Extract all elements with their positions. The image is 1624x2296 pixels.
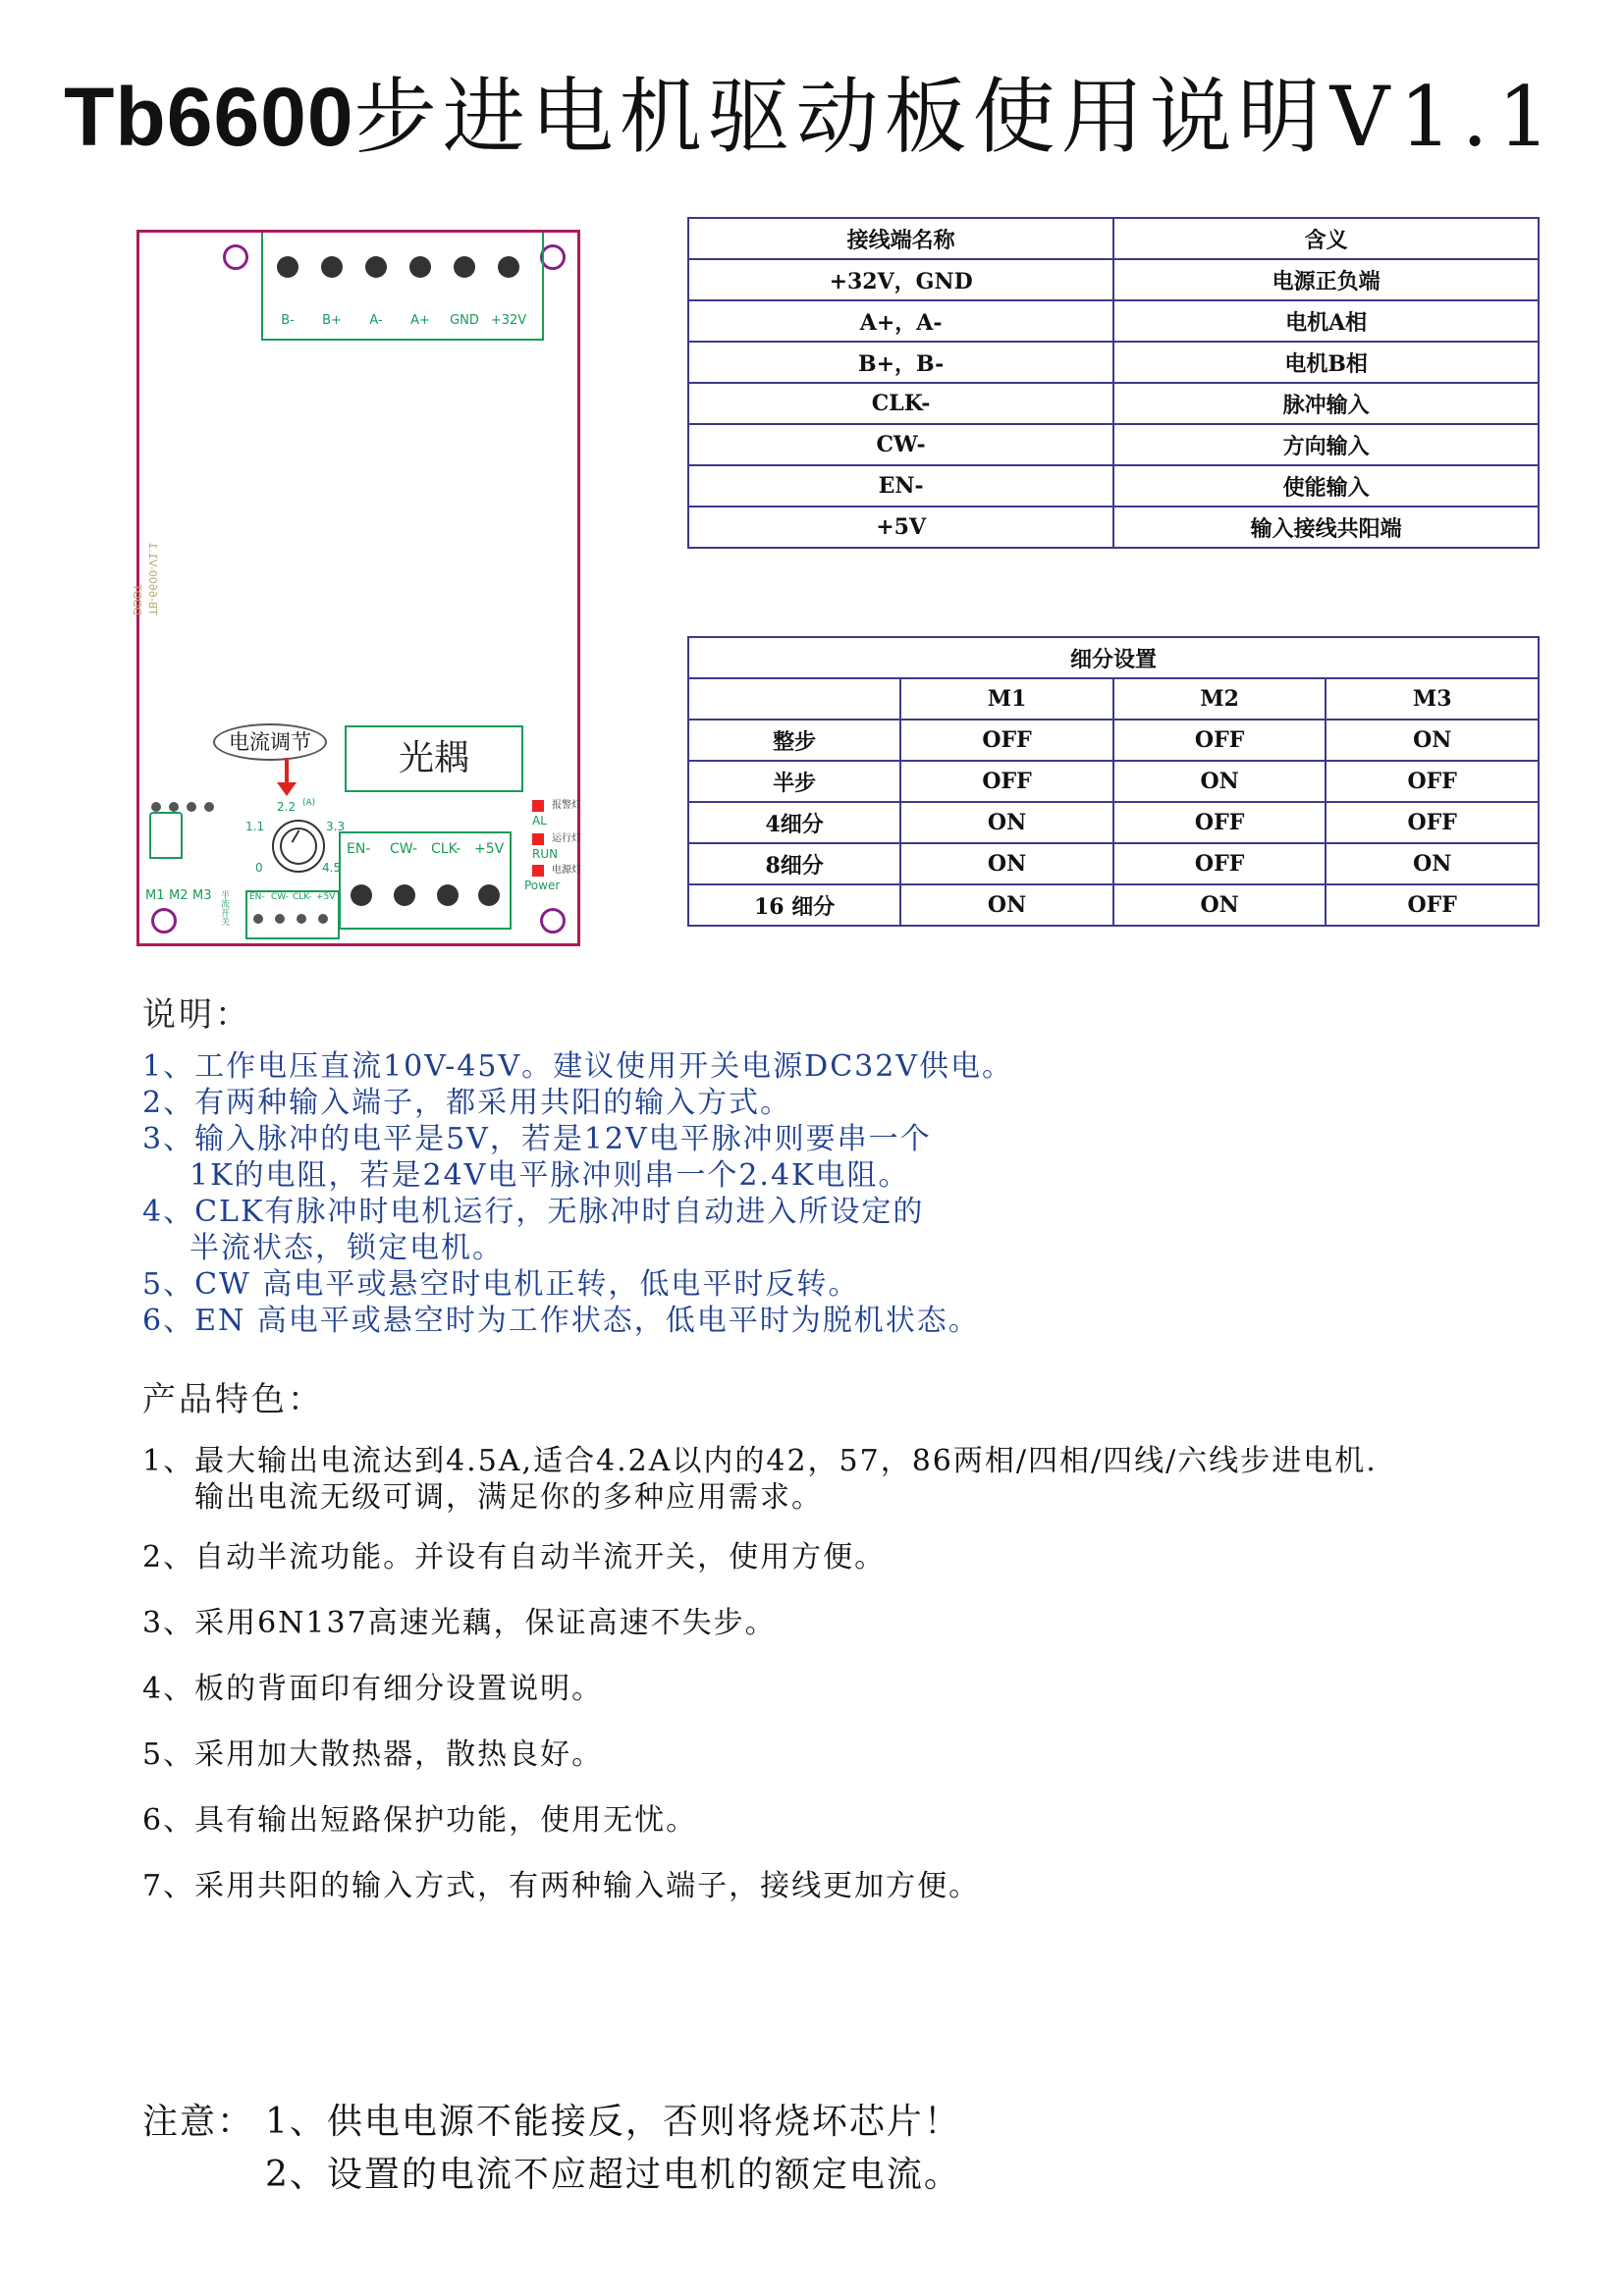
- table-row: [688, 802, 1539, 843]
- terminal-screw-icon: [394, 884, 415, 906]
- notes-heading: 说明：: [142, 995, 251, 1035]
- header-pin-icon: [297, 914, 306, 924]
- table-title: 细分设置: [688, 637, 1539, 678]
- table-cell: 脉冲输入: [1113, 383, 1539, 424]
- table-cell: EN-: [688, 465, 1113, 507]
- table-cell: ON: [1113, 761, 1326, 802]
- led-label: AL: [532, 814, 547, 828]
- led-label: Power: [524, 879, 561, 892]
- led-alarm-icon: [532, 800, 544, 812]
- terminal-screw-icon: [498, 256, 519, 278]
- table-cell: ON: [900, 802, 1113, 843]
- half-current-switch-label: 半流开关: [219, 890, 229, 926]
- pin-label: B+: [322, 313, 342, 328]
- header-pin-icon: [275, 914, 285, 924]
- arrow-down-icon: [285, 758, 289, 785]
- optocoupler-label: 光耦: [345, 725, 523, 792]
- pot-label: 0: [255, 861, 263, 875]
- feature-item: 2、自动半流功能。并设有自动半流开关，使用方便。: [142, 1540, 887, 1575]
- terminal-screw-icon: [351, 884, 372, 906]
- input-terminal: [339, 831, 512, 930]
- table-cell: A+，A-: [688, 300, 1113, 342]
- led-run-icon: [532, 833, 544, 845]
- table-cell: OFF: [1326, 884, 1539, 926]
- microstep-table: [687, 636, 1540, 927]
- led-note: 电源灯: [552, 865, 581, 876]
- table-row: [688, 761, 1539, 802]
- mount-hole-icon: [540, 908, 566, 934]
- header-pin-label: CW-: [271, 892, 290, 902]
- header-pin-label: CLK-: [293, 892, 312, 902]
- table-cell: OFF: [1113, 720, 1326, 761]
- feature-item: 5、采用加大散热器，散热良好。: [142, 1737, 604, 1772]
- table-cell: OFF: [900, 761, 1113, 802]
- dip-switch-icon: [151, 802, 161, 812]
- header-pin-icon: [318, 914, 328, 924]
- table-header-cell: M1: [900, 678, 1113, 720]
- table-row: [688, 424, 1539, 465]
- table-cell: 电机A相: [1113, 300, 1539, 342]
- arrow-down-icon: [277, 782, 297, 796]
- feature-item: 4、板的背面印有细分设置说明。: [142, 1672, 604, 1706]
- table-cell: 16 细分: [688, 884, 900, 926]
- table-header-cell: M2: [1113, 678, 1326, 720]
- table-row: [688, 884, 1539, 926]
- input-header: [245, 890, 340, 939]
- pin-label: GND: [450, 313, 479, 328]
- table-cell: 4细分: [688, 802, 900, 843]
- table-cell: CLK-: [688, 383, 1113, 424]
- warning-item: 2、设置的电流不应超过电机的额定电流。: [265, 2155, 961, 2195]
- board-id: TB-6600-V1.1: [146, 542, 159, 615]
- note-item: 半流状态，锁定电机。: [189, 1231, 504, 1265]
- led-note: 运行灯: [552, 833, 581, 844]
- table-cell: ON: [1113, 884, 1326, 926]
- pot-label: 2.2: [277, 800, 297, 814]
- table-row: [688, 465, 1539, 507]
- feature-item: 7、采用共阳的输入方式，有两种输入端子，接线更加方便。: [142, 1869, 981, 1903]
- table-cell: +32V，GND: [688, 259, 1113, 300]
- title-model: Tb6600: [64, 71, 354, 163]
- led-label: RUN: [532, 847, 559, 861]
- input-pin-label: CW-: [390, 841, 418, 857]
- note-item: 1、工作电压直流10V-45V。建议使用开关电源DC32V供电。: [142, 1049, 1013, 1084]
- terminal-screw-icon: [437, 884, 459, 906]
- table-cell: 8细分: [688, 843, 900, 884]
- table-row: [688, 843, 1539, 884]
- table-cell: 电机B相: [1113, 342, 1539, 383]
- table-row: [688, 720, 1539, 761]
- table-cell: OFF: [900, 720, 1113, 761]
- input-pin-label: EN-: [347, 841, 371, 857]
- title-text: 步进电机驱动板使用说明: [353, 69, 1326, 165]
- warning-label: 注意：: [142, 2102, 255, 2142]
- dip-switch-icon: [187, 802, 196, 812]
- table-header-cell: M3: [1326, 678, 1539, 720]
- chip-outline: [149, 812, 183, 859]
- table-cell: OFF: [1326, 761, 1539, 802]
- terminal-screw-icon: [277, 256, 298, 278]
- terminal-screw-icon: [365, 256, 387, 278]
- warning-item: 1、供电电源不能接反，否则将烧坏芯片！: [265, 2102, 961, 2142]
- dip-label-m1: M1: [145, 888, 165, 903]
- current-adjust-label: 电流调节: [213, 723, 327, 761]
- pin-label: +32V: [490, 313, 527, 328]
- table-cell: 输入接线共阳端: [1113, 507, 1539, 548]
- table-row: [688, 342, 1539, 383]
- features-heading: 产品特色：: [142, 1380, 324, 1419]
- table-cell: CW-: [688, 424, 1113, 465]
- table-header-row: [688, 678, 1539, 720]
- pin-label: B-: [281, 313, 295, 328]
- table-cell: OFF: [1113, 802, 1326, 843]
- pin-label: A+: [410, 313, 430, 328]
- note-item: 1K的电阻，若是24V电平脉冲则串一个2.4K电阻。: [189, 1158, 910, 1193]
- table-cell: +5V: [688, 507, 1113, 548]
- table-row: [688, 507, 1539, 548]
- dip-label-m2: M2: [169, 888, 189, 903]
- note-item: 6、EN 高电平或悬空时为工作状态，低电平时为脱机状态。: [142, 1304, 980, 1338]
- title-version: V1.1: [1329, 69, 1560, 165]
- dip-switch-icon: [204, 802, 214, 812]
- table-cell: OFF: [1326, 802, 1539, 843]
- feature-item: 输出电流无级可调，满足你的多种应用需求。: [194, 1480, 823, 1515]
- table-cell: B+，B-: [688, 342, 1113, 383]
- terminal-screw-icon: [454, 256, 475, 278]
- table-cell: 方向输入: [1113, 424, 1539, 465]
- table-cell: ON: [1326, 843, 1539, 884]
- table-cell: 电源正负端: [1113, 259, 1539, 300]
- pot-unit: (A): [302, 798, 316, 808]
- table-cell: 半步: [688, 761, 900, 802]
- mount-hole-icon: [151, 908, 177, 934]
- pin-label: A-: [369, 313, 383, 328]
- terminal-screw-icon: [409, 256, 431, 278]
- header-pin-icon: [253, 914, 263, 924]
- table-cell: 整步: [688, 720, 900, 761]
- dip-label-m3: M3: [192, 888, 212, 903]
- feature-item: 3、采用6N137高速光藕，保证高速不失步。: [142, 1606, 777, 1640]
- table-cell: ON: [900, 884, 1113, 926]
- table-title-row: [688, 637, 1539, 678]
- header-pin-label: EN-: [249, 892, 265, 902]
- input-pin-label: CLK-: [431, 841, 461, 857]
- table-cell: ON: [1326, 720, 1539, 761]
- note-item: 4、CLK有脉冲时电机运行，无脉冲时自动进入所设定的: [142, 1195, 925, 1229]
- note-item: 3、输入脉冲的电平是5V，若是12V电平脉冲则要串一个: [142, 1122, 932, 1156]
- table-cell: OFF: [1113, 843, 1326, 884]
- pin-definition-table: [687, 217, 1540, 549]
- page-title: [0, 51, 1624, 170]
- table-header-cell: 接线端名称: [688, 218, 1113, 259]
- pot-label: 1.1: [245, 820, 265, 833]
- feature-item: 6、具有输出短路保护功能，使用无忧。: [142, 1803, 698, 1838]
- table-cell: ON: [900, 843, 1113, 884]
- input-pin-label: +5V: [474, 841, 505, 857]
- feature-item: 1、最大输出电流达到4.5A,适合4.2A以内的42，57，86两相/四相/四线/六线步进电机.: [142, 1444, 1378, 1478]
- table-row: [688, 259, 1539, 300]
- terminal-screw-icon: [478, 884, 500, 906]
- table-header-cell: 含义: [1113, 218, 1539, 259]
- pot-label: 3.3: [326, 820, 346, 833]
- dip-switch-icon: [169, 802, 179, 812]
- note-item: 5、CW 高电平或悬空时电机正转，低电平时反转。: [142, 1267, 860, 1302]
- notes-list: [142, 1048, 1013, 1339]
- pot-label: 4.5: [322, 861, 342, 875]
- table-row: [688, 300, 1539, 342]
- board-id-2: DDDT: [131, 583, 143, 615]
- table-row: [688, 383, 1539, 424]
- note-item: 2、有两种输入端子，都采用共阳的输入方式。: [142, 1086, 792, 1120]
- led-note: 报警灯: [552, 800, 581, 811]
- table-cell: 使能输入: [1113, 465, 1539, 507]
- table-header-row: [688, 218, 1539, 259]
- pcb-board-diagram: [131, 230, 581, 946]
- table-header-cell: [688, 678, 900, 720]
- terminal-screw-icon: [321, 256, 343, 278]
- mount-hole-icon: [223, 244, 248, 270]
- led-power-icon: [532, 865, 544, 877]
- header-pin-label: +5V: [316, 892, 336, 902]
- motor-power-terminal: [261, 233, 544, 341]
